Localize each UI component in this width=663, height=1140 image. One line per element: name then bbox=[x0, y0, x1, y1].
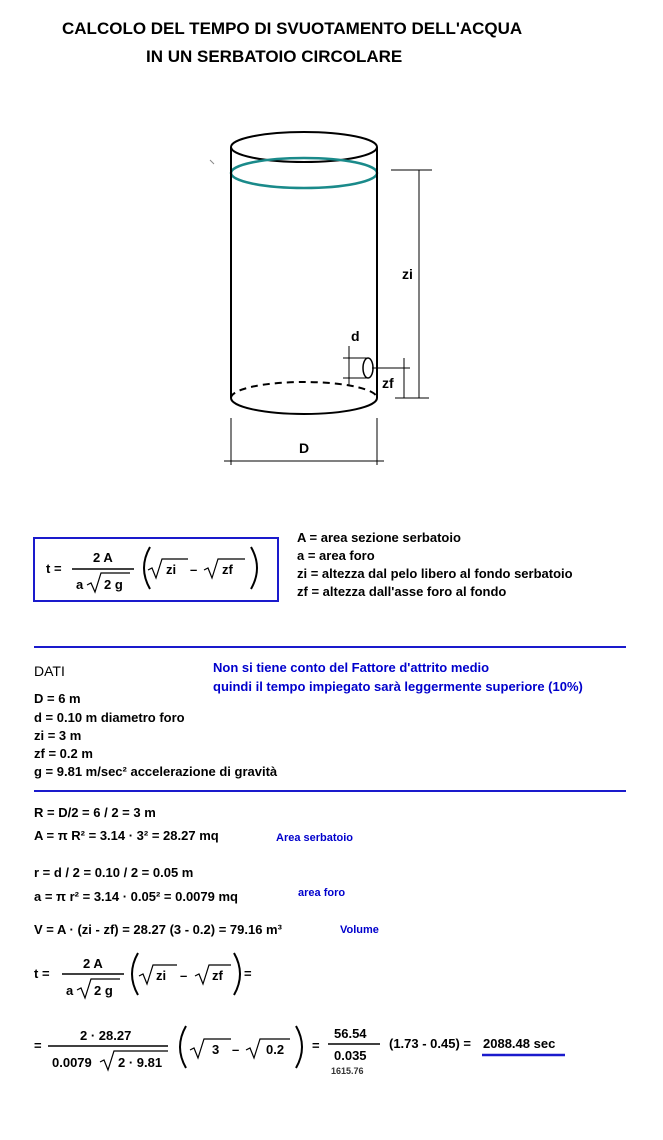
note-line2: quindi il tempo impiegato sarà leggermente superiore (10%) bbox=[213, 679, 583, 694]
calc-a: a = π r² = 3.14 · 0.05² = 0.0079 mq bbox=[34, 889, 238, 904]
dati-heading: DATI bbox=[34, 663, 65, 679]
f3-tail: (1.73 - 0.45) = bbox=[389, 1036, 472, 1051]
tank-bottom-front bbox=[231, 398, 377, 414]
f2-minus: – bbox=[180, 968, 188, 983]
label-d: d bbox=[351, 328, 360, 344]
legend-zf: zf = altezza dall'asse foro al fondo bbox=[297, 584, 507, 599]
formula-zi: zi bbox=[166, 562, 177, 577]
f3-frac-den: 0.035 bbox=[334, 1048, 367, 1063]
legend-A: A = area sezione serbatoio bbox=[297, 530, 461, 545]
calc-A-note: Area serbatoio bbox=[276, 832, 354, 844]
formula-numerator: 2 A bbox=[93, 550, 113, 565]
calc-V-note: Volume bbox=[340, 924, 379, 936]
calc-A: A = π R² = 3.14 · 3² = 28.27 mq bbox=[34, 828, 219, 843]
label-zi: zi bbox=[402, 266, 413, 282]
formula-zf: zf bbox=[222, 562, 233, 577]
dati-g: g = 9.81 m/sec² accelerazione di gravità bbox=[34, 764, 278, 779]
formula-den-root: 2 g bbox=[104, 577, 123, 592]
calc-a-note: area foro bbox=[298, 887, 346, 899]
dati-zi: zi = 3 m bbox=[34, 728, 82, 743]
f3-eq2: = bbox=[312, 1038, 320, 1053]
label-D: D bbox=[299, 440, 310, 456]
calc-V: V = A · (zi - zf) = 28.27 (3 - 0.2) = 79.16 m³ bbox=[34, 922, 282, 937]
f2-den-a: a bbox=[66, 983, 74, 998]
f3-r2: 0.2 bbox=[266, 1042, 285, 1057]
f3-frac-num: 56.54 bbox=[334, 1026, 367, 1041]
page-title-line1: CALCOLO DEL TEMPO DI SVUOTAMENTO DELL'ACQUA bbox=[62, 19, 523, 38]
f3-den-root: 2 · 9.81 bbox=[118, 1055, 163, 1070]
f3-r1: 3 bbox=[212, 1042, 220, 1057]
calc-r: r = d / 2 = 0.10 / 2 = 0.05 m bbox=[34, 865, 194, 880]
tank-bottom-back bbox=[231, 382, 377, 398]
formula-den-a: a bbox=[76, 577, 84, 592]
f2-eq: = bbox=[244, 966, 252, 981]
result-value: 2088.48 sec bbox=[483, 1036, 556, 1051]
page-title-line2: IN UN SERBATOIO CIRCOLARE bbox=[146, 47, 403, 66]
f3-subtotal: 1615.76 bbox=[331, 1066, 364, 1076]
f3-den-a: 0.0079 bbox=[52, 1055, 92, 1070]
label-zf: zf bbox=[382, 375, 394, 391]
note-line1: Non si tiene conto del Fattore d'attrito medio bbox=[213, 660, 490, 675]
legend-a: a = area foro bbox=[297, 548, 375, 563]
f3-eq1: = bbox=[34, 1038, 42, 1053]
f2-den-root: 2 g bbox=[94, 983, 113, 998]
f3-num: 2 · 28.27 bbox=[80, 1028, 132, 1043]
dati-D: D = 6 m bbox=[34, 691, 81, 706]
formula-minus: – bbox=[190, 562, 198, 577]
f2-zf: zf bbox=[212, 968, 223, 983]
hole bbox=[363, 358, 373, 378]
dati-d: d = 0.10 m diametro foro bbox=[34, 710, 185, 725]
calc-R: R = D/2 = 6 / 2 = 3 m bbox=[34, 805, 156, 820]
legend-zi: zi = altezza dal pelo libero al fondo serbatoio bbox=[297, 566, 573, 581]
formula-box bbox=[34, 538, 278, 601]
f3-minus: – bbox=[232, 1042, 240, 1057]
f2-num: 2 A bbox=[83, 956, 103, 971]
formula-t: t = bbox=[46, 561, 62, 576]
dati-zf: zf = 0.2 m bbox=[34, 746, 93, 761]
f2-t: t = bbox=[34, 966, 50, 981]
f2-zi: zi bbox=[156, 968, 167, 983]
